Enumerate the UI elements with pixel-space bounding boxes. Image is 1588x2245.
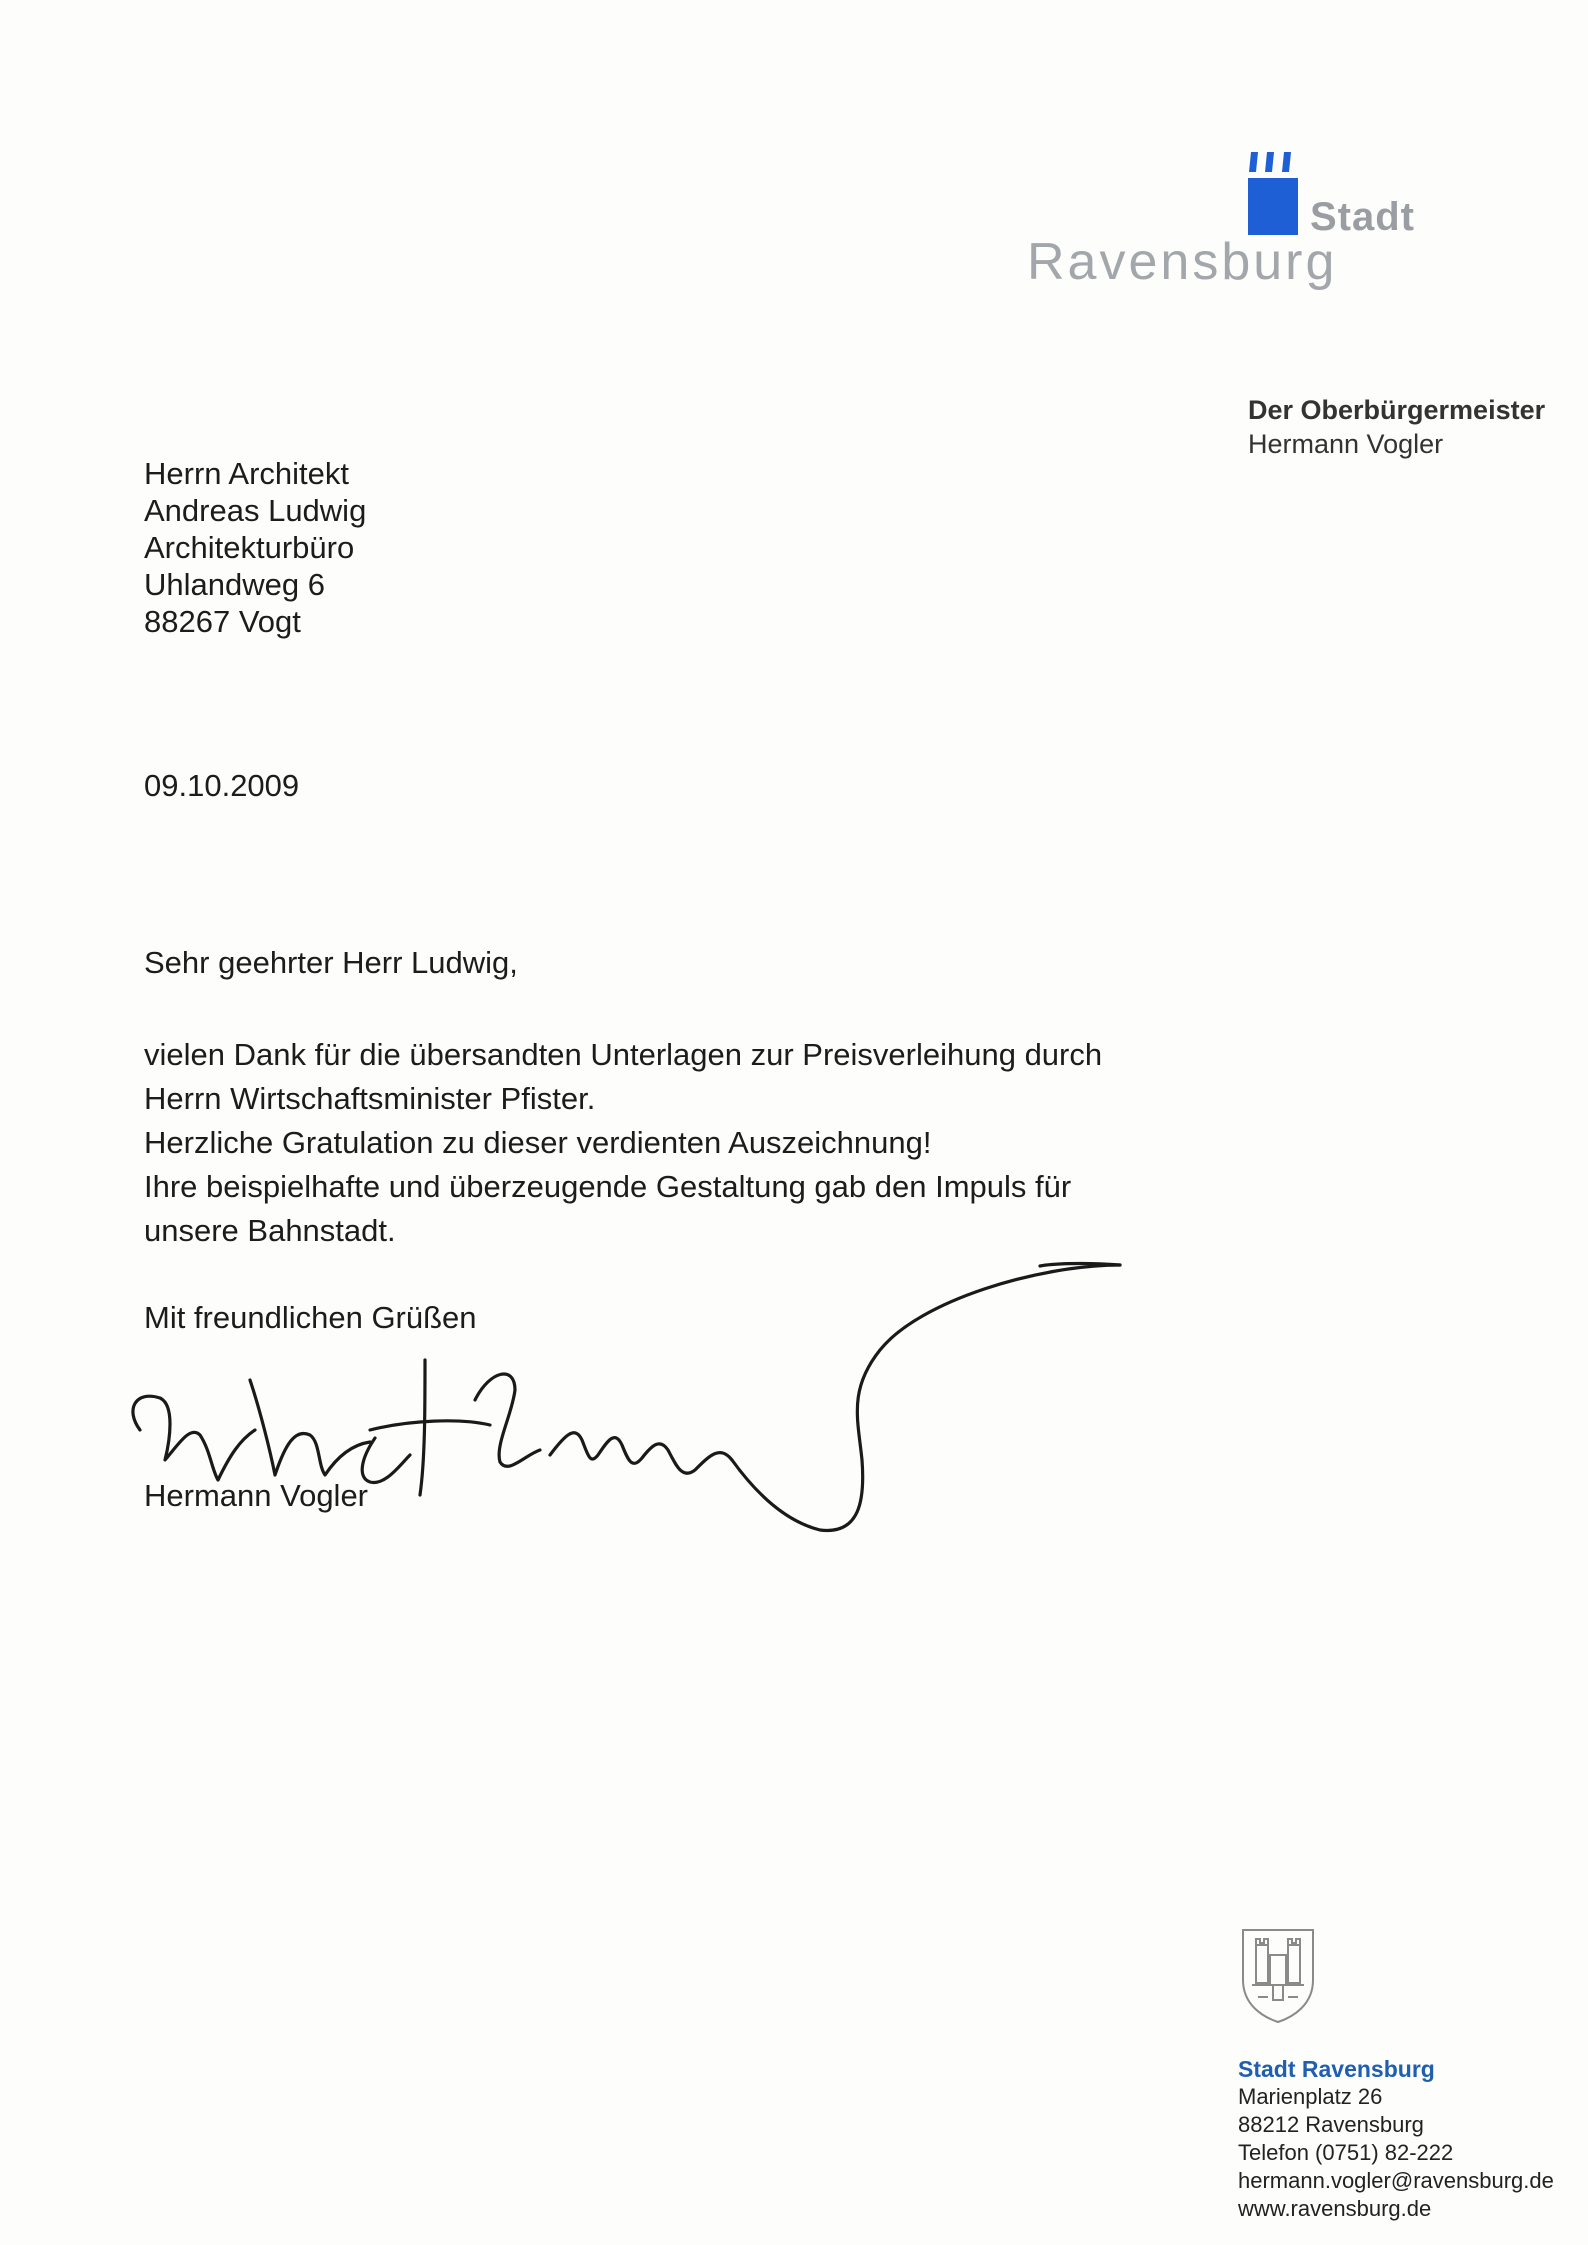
address-line: Herrn Architekt bbox=[144, 456, 350, 491]
sender-name: Hermann Vogler bbox=[1248, 429, 1444, 459]
body-line: unsere Bahnstadt. bbox=[144, 1213, 396, 1248]
footer-org: Stadt Ravensburg bbox=[1238, 2056, 1435, 2082]
salutation: Sehr geehrter Herr Ludwig, bbox=[144, 945, 518, 980]
sender-block bbox=[1248, 393, 1545, 461]
body-line: vielen Dank für die übersandten Unterlagen zur Preisverleihung durch bbox=[144, 1037, 1103, 1072]
letter-body bbox=[144, 1033, 1102, 1253]
closing: Mit freundlichen Grüßen bbox=[144, 1300, 477, 1335]
address-line: Andreas Ludwig bbox=[144, 493, 367, 528]
body-line: Herzliche Gratulation zu dieser verdienten Auszeichnung! bbox=[144, 1125, 932, 1160]
footer-street: Marienplatz 26 bbox=[1238, 2084, 1383, 2109]
body-line: Herrn Wirtschaftsminister Pfister. bbox=[144, 1081, 596, 1116]
body-line: Ihre beispielhafte und überzeugende Gestaltung gab den Impuls für bbox=[144, 1169, 1072, 1204]
footer-contact bbox=[1238, 2055, 1554, 2223]
footer-phone: Telefon (0751) 82-222 bbox=[1238, 2140, 1454, 2165]
sender-role: Der Oberbürgermeister bbox=[1248, 395, 1546, 425]
address-line: 88267 Vogt bbox=[144, 604, 301, 639]
signer-name: Hermann Vogler bbox=[144, 1478, 369, 1513]
letter-date: 09.10.2009 bbox=[144, 768, 300, 803]
tower-icon bbox=[1248, 150, 1298, 235]
address-line: Architekturbüro bbox=[144, 530, 355, 565]
footer-web[interactable]: www.ravensburg.de bbox=[1238, 2196, 1432, 2221]
logo-word-stadt: Stadt bbox=[1310, 195, 1415, 239]
footer-city: 88212 Ravensburg bbox=[1238, 2112, 1424, 2137]
address-line: Uhlandweg 6 bbox=[144, 567, 325, 602]
recipient-address bbox=[144, 455, 366, 640]
coat-of-arms-icon bbox=[1238, 1925, 1318, 2025]
logo-word-ravensburg: Ravensburg bbox=[1027, 233, 1338, 291]
handwritten-signature bbox=[120, 1250, 1140, 1550]
footer-email[interactable]: hermann.vogler@ravensburg.de bbox=[1238, 2168, 1554, 2193]
